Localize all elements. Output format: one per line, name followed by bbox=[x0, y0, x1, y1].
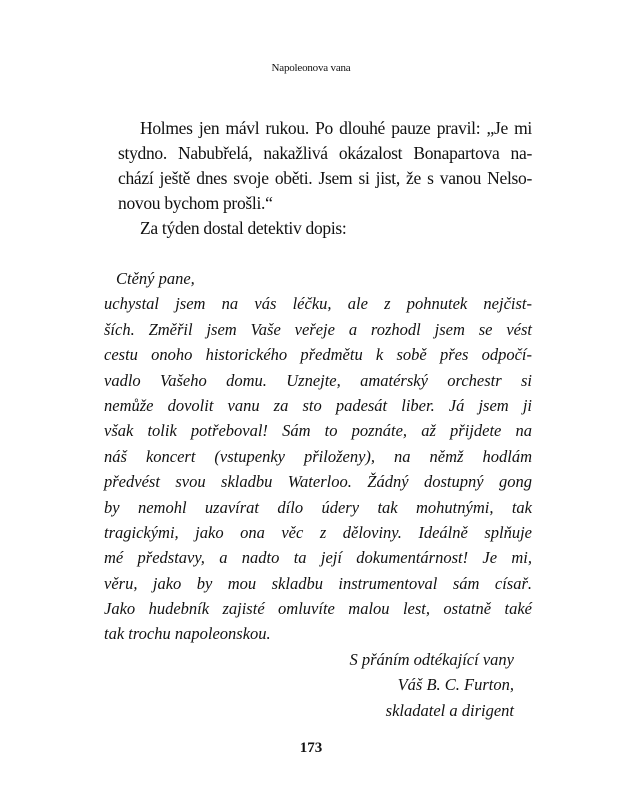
paragraph-line: chází ještě dnes svoje oběti. Jsem si jist, že s vanou Nelso- bbox=[118, 168, 532, 188]
letter-line: tak trochu napoleonskou. bbox=[104, 624, 271, 644]
paragraph-line: Za týden dostal detektiv dopis: bbox=[140, 218, 347, 238]
letter-line: mé představy, a nadto ta její dokumentárnost! Je mi, bbox=[104, 548, 532, 568]
letter-line: ších. Změřil jsem Vaše veřeje a rozhodl jsem se vést bbox=[104, 319, 532, 339]
letter-line: nemůže dovolit vanu za sto padesát liber. Já jsem ji bbox=[104, 395, 532, 415]
letter-line: věru, jako by mou skladbu instrumentoval sám císař. bbox=[104, 573, 532, 593]
letter-line: však tolik potřeboval! Sám to poznáte, až přijdete na bbox=[104, 421, 532, 441]
running-head: Napoleonova vana bbox=[271, 62, 351, 74]
letter-line: předvést svou skladbu Waterloo. Žádný dostupný gong bbox=[104, 472, 532, 492]
letter-line: tragickými, jako ona věc z děloviny. Ideálně splňuje bbox=[104, 522, 532, 542]
handwritten-letter bbox=[104, 266, 532, 723]
paragraph-line: Holmes jen mávl rukou. Po dlouhé pauze pravil: „Je mi bbox=[140, 118, 532, 138]
letter-line: vadlo Vašeho domu. Uznejte, amatérský orchestr si bbox=[104, 370, 532, 390]
letter-signature-title: skladatel a dirigent bbox=[385, 700, 514, 720]
letter-salutation: Ctěný pane, bbox=[116, 269, 195, 288]
paragraph-line: novou bychom prošli.“ bbox=[118, 193, 273, 213]
letter-signature: Váš B. C. Furton, bbox=[397, 675, 514, 695]
letter-line: Jako hudebník zajisté omluvíte malou lest, ostatně také bbox=[104, 599, 532, 619]
letter-line: by nemohl uzavírat dílo údery tak mohutnými, tak bbox=[104, 497, 532, 517]
letter-line: cestu onoho historického předmětu k sobě přes odpočí- bbox=[104, 345, 532, 365]
page-number: 173 bbox=[299, 740, 323, 756]
body-text bbox=[118, 116, 532, 241]
letter-closing: S přáním odtékající vany bbox=[349, 649, 514, 669]
paragraph-line: stydno. Nabubřelá, nakažlivá okázalost Bonapartova na- bbox=[118, 143, 532, 163]
letter-line: uchystal jsem na vás léčku, ale z pohnutek nejčist- bbox=[104, 294, 532, 314]
letter-line: náš koncert (vstupenky přiloženy), na němž hodlám bbox=[104, 446, 532, 466]
